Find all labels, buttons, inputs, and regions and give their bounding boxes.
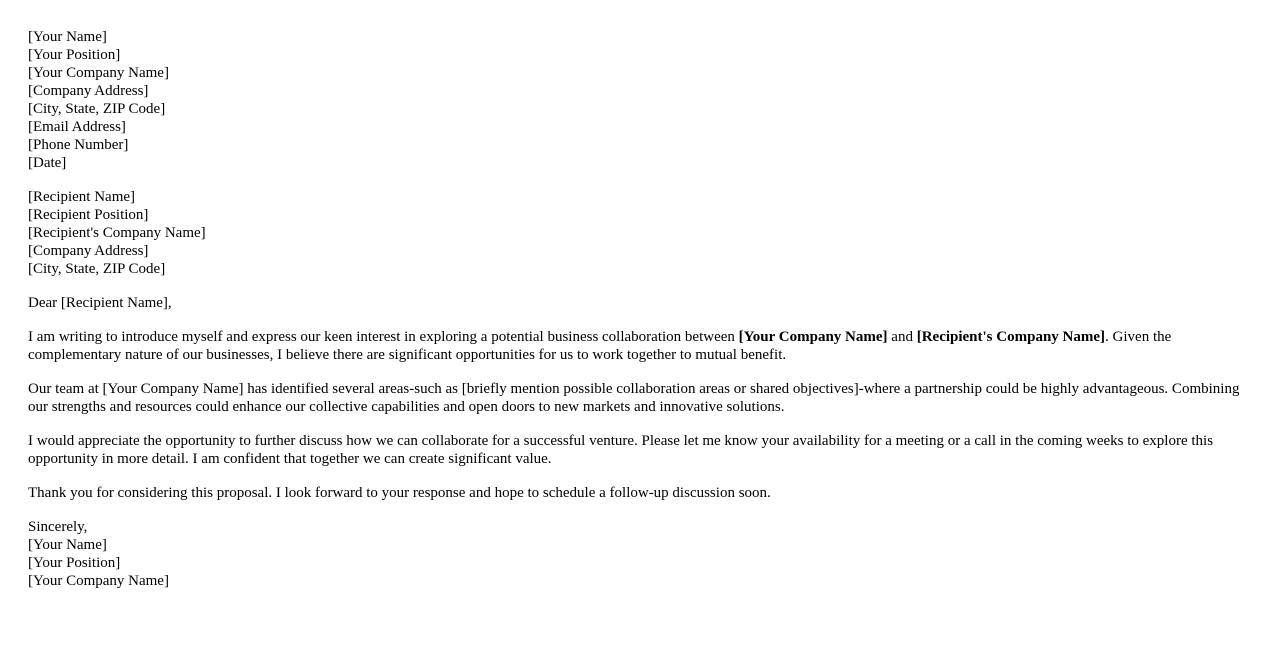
paragraph-collaboration-areas: Our team at [Your Company Name] has identified several areas-such as [briefly mention possible collaboration areas or shared objectives]-where a partnership could be highly advantageous. Combining our strengths and resources could enhance our collective capabilities and open doors to new markets and innovative solutions. bbox=[28, 381, 1240, 415]
sender-city-state-zip: [City, State, ZIP Code] bbox=[28, 101, 166, 117]
recipient-name: [Recipient Name] bbox=[28, 189, 136, 205]
sender-address: [Company Address] bbox=[28, 83, 149, 99]
closing-block bbox=[28, 518, 1258, 590]
letter-date: [Date] bbox=[28, 155, 67, 171]
recipient-block bbox=[28, 188, 1258, 278]
sender-email: [Email Address] bbox=[28, 119, 126, 135]
sender-position: [Your Position] bbox=[28, 47, 121, 63]
recipient-position: [Recipient Position] bbox=[28, 207, 149, 223]
closing-name: [Your Name] bbox=[28, 537, 107, 553]
paragraph-meeting-request: I would appreciate the opportunity to further discuss how we can collaborate for a successful venture. Please let me know your availability for a meeting or a call in the coming weeks to explore this opportunity in more detail. I am confident that together we can create significant value. bbox=[28, 433, 1214, 467]
sender-name: [Your Name] bbox=[28, 29, 107, 45]
paragraph-introduction-text-3: . Given the complementary nature of our businesses, I believe there are significant opportunities for us to work together to mutual benefit. bbox=[28, 329, 1172, 363]
paragraph-introduction bbox=[28, 328, 1258, 364]
closing-company: [Your Company Name] bbox=[28, 573, 169, 589]
paragraph-introduction-text-1: I am writing to introduce myself and express our keen interest in exploring a potential business collaboration between bbox=[28, 329, 739, 345]
sender-phone: [Phone Number] bbox=[28, 137, 129, 153]
salutation: Dear [Recipient Name], bbox=[28, 295, 172, 311]
recipient-address: [Company Address] bbox=[28, 243, 149, 259]
recipient-city-state-zip: [City, State, ZIP Code] bbox=[28, 261, 166, 277]
sender-company-bold: [Your Company Name] bbox=[738, 329, 888, 345]
closing-position: [Your Position] bbox=[28, 555, 121, 571]
sender-block bbox=[28, 28, 1258, 172]
recipient-company: [Recipient's Company Name] bbox=[28, 225, 206, 241]
paragraph-thanks: Thank you for considering this proposal. I look forward to your response and hope to schedule a follow-up discussion soon. bbox=[28, 485, 771, 501]
recipient-company-bold: [Recipient's Company Name] bbox=[916, 329, 1106, 345]
valediction: Sincerely, bbox=[28, 519, 88, 535]
paragraph-introduction-text-2: and bbox=[887, 329, 917, 345]
sender-company: [Your Company Name] bbox=[28, 65, 169, 81]
letter-document bbox=[28, 28, 1258, 606]
